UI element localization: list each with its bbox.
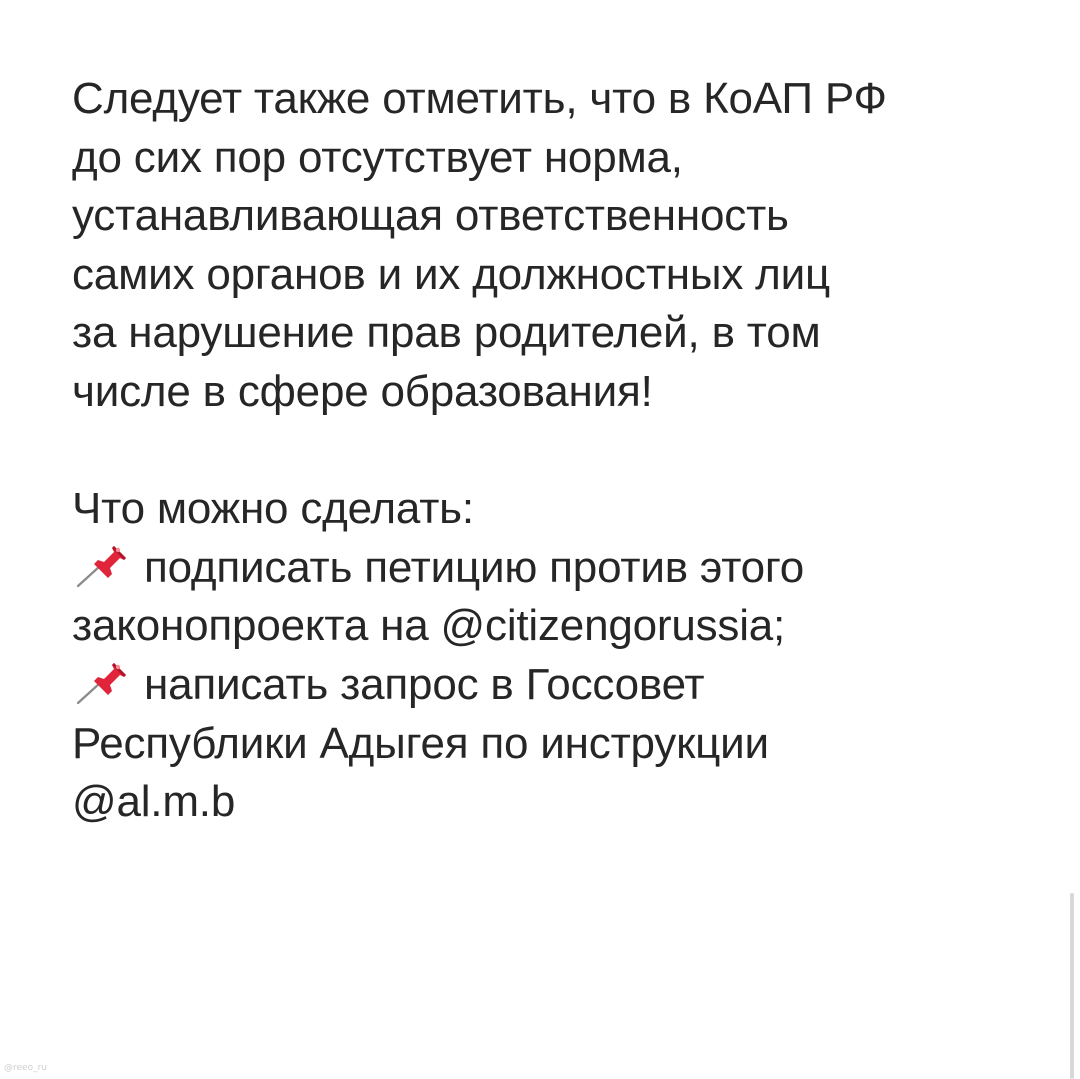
text-line: Республики Адыгея по инструкции xyxy=(72,718,769,768)
text-line: Следует также отметить, что в КоАП РФ xyxy=(72,74,887,123)
pushpin-icon xyxy=(72,657,132,707)
text-line: до сих пор отсутствует норма, xyxy=(72,132,683,182)
text-line: @al.m.b xyxy=(72,777,236,827)
text-line: за нарушение прав родителей, в том xyxy=(72,308,821,358)
post-text xyxy=(72,70,1032,832)
what-to-do-heading: Что можно сделать: xyxy=(72,484,474,534)
text-line: законопроекта на @citizengorussia; xyxy=(72,601,786,651)
action-item-request xyxy=(72,656,1032,715)
paragraph-gap xyxy=(72,422,1032,481)
text-line: числе в сфере образования! xyxy=(72,366,653,416)
action-text: написать запрос в Госсовет xyxy=(144,659,705,709)
text-line: устанавливающая ответственность xyxy=(72,191,789,241)
text-line: самих органов и их должностных лиц xyxy=(72,249,831,299)
action-item-petition xyxy=(72,539,1032,598)
pushpin-icon xyxy=(72,540,132,590)
watermark: @reeo_ru xyxy=(4,1063,47,1073)
action-text: подписать петицию против этого xyxy=(144,542,805,592)
scrollbar[interactable] xyxy=(1070,893,1074,1079)
